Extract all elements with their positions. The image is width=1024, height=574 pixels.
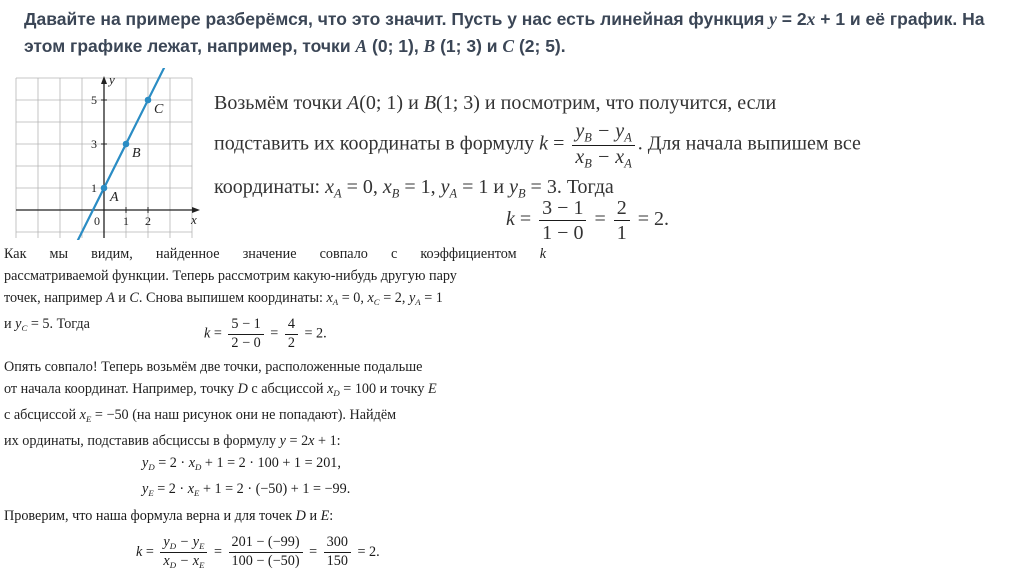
para1-line1: Возьмём точки A(0; 1) и B(1; 3) и посмотрим, что получится, если	[214, 92, 777, 114]
point-b	[123, 141, 130, 148]
function-graph	[8, 68, 208, 240]
paragraph-points-ab	[214, 86, 992, 211]
slope-formula-fraction: $\frac{y_B - y_A}{x_B - x_A}$	[572, 120, 634, 170]
heading-point-a: A	[355, 36, 368, 56]
y-axis-arrow	[101, 76, 107, 84]
x-tick-label: 0	[94, 214, 100, 228]
equation-ye: $y_E = 2 \cdot x_E + 1 = 2 \cdot (-50) + 1 = -99$.	[142, 481, 351, 499]
y-tick-label: 1	[91, 181, 97, 195]
equation-k-de: k = $\frac{y_D - y_E}{x_D - x_E}$ = $\frac{201 - (-99)}{100 - (-50)}$ = $\frac{300}{150}$ = 2.	[136, 534, 380, 571]
equation-k-ab: k = $\frac{3 - 1}{1 - 0}$ = $\frac{2}{1}$ = 2.	[506, 197, 670, 244]
point-c	[145, 97, 152, 104]
point-label-a: A	[110, 190, 119, 205]
heading-text-2: + 1 и её график. На этом графике лежат, например, точки	[24, 9, 985, 56]
point-label-b: B	[132, 146, 141, 161]
heading-point-b-coords: (1; 3) и	[435, 36, 503, 56]
y-tick-label: 3	[91, 137, 97, 151]
equation-k-ac: k = $\frac{5 - 1}{2 - 0}$ = $\frac{4}{2}$ = 2.	[204, 316, 327, 351]
y-tick-label: 5	[91, 93, 97, 107]
function-line	[75, 68, 167, 240]
heading-point-a-coords: (0; 1),	[367, 36, 424, 56]
heading-text: Давайте на примере разберёмся, что это значит. Пусть у нас есть линейная функция	[24, 9, 770, 29]
graph-points	[101, 97, 164, 205]
heading-func-y: y	[769, 9, 777, 29]
equations-ordinates	[142, 452, 350, 504]
point-label-c: C	[154, 102, 164, 117]
x-axis-label: x	[191, 212, 197, 227]
y-axis-label: y	[109, 72, 115, 87]
x-tick-label: 2	[145, 214, 151, 228]
paragraph-points-ac: Как мы видим, найденное значение совпало с коэффициентом k рассматриваемой функции. Теперь рассмотрим какую-нибудь другую пару точек, например A и C. Снова выпишем координаты: $x_A = 0$, $x_C = 2$, $y_A = 1$ и $y_C = 5$. Тогда	[4, 246, 546, 334]
x-tick-label: 1	[123, 214, 129, 228]
heading-point-b: B	[423, 36, 436, 56]
heading-func-rest: = 2	[776, 9, 807, 29]
point-a	[101, 185, 108, 192]
slide-heading	[24, 6, 1014, 60]
paragraph-check-de: Проверим, что наша формула верна и для точек D и E:	[4, 508, 334, 524]
heading-point-c: C	[502, 36, 515, 56]
para1-line3: координаты: $x_A = 0$, $x_B = 1$, $y_A = 1$ и $y_B = 3$. Тогда	[214, 176, 614, 201]
paragraph-points-de: Опять совпало! Теперь возьмём две точки, расположенные подальше от начала координат. Например, точку D с абсциссой $x_D = 100$ и точку E с абсциссой $x_E = -50$ (на наш рисунок они не попадают). Найдём их ординаты, подставив абсциссы в формулу y = 2x + 1:	[4, 359, 437, 450]
heading-point-c-coords: (2; 5).	[514, 36, 566, 56]
equation-yd: $y_D = 2 \cdot x_D + 1 = 2 \cdot 100 + 1 = 201$,	[142, 455, 341, 473]
para1-line2: подставить их координаты в формулу k = $\frac{y_B - y_A}{x_B - x_A}$ . Для начала выпишем все	[214, 120, 861, 170]
heading-func-x: x	[806, 9, 816, 29]
